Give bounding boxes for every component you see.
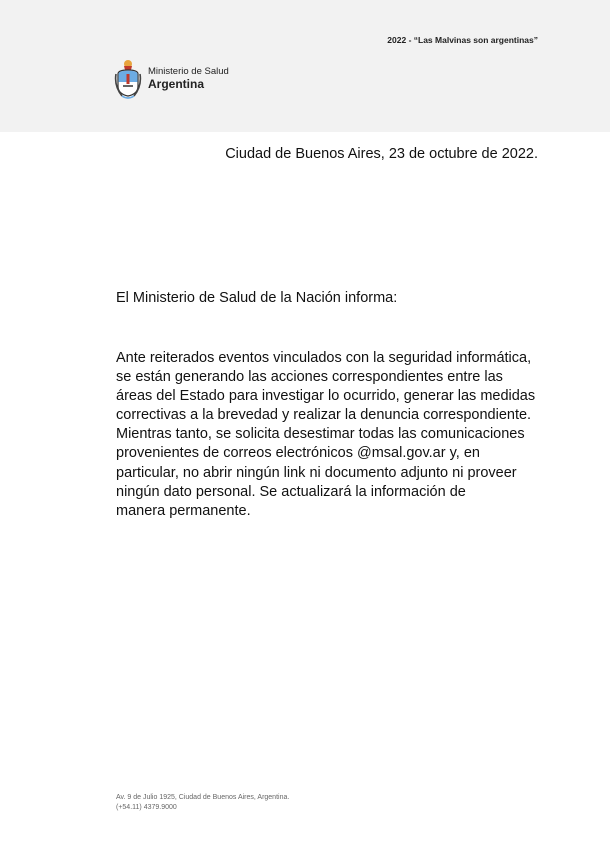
page-footer <box>116 793 289 813</box>
body-line: correctivas a la brevedad y realizar la denuncia correspondiente. <box>116 407 532 424</box>
footer-address: Av. 9 de Julio 1925, Ciudad de Buenos Aires, Argentina. <box>116 794 290 801</box>
letter-body <box>116 349 540 521</box>
body-line: manera permanente. <box>116 502 251 519</box>
header-motto: 2022 - “Las Malvinas son argentinas” <box>387 35 538 45</box>
country-name: Argentina <box>148 77 205 92</box>
body-line: Ante reiterados eventos vinculados con la seguridad informática, <box>116 350 532 366</box>
page-header <box>0 0 610 132</box>
letter-intro: El Ministerio de Salud de la Nación informa: <box>116 290 398 306</box>
footer-phone: (+54.11) 4379.9000 <box>116 804 177 811</box>
letter-date: Ciudad de Buenos Aires, 23 de octubre de 2022. <box>225 146 538 162</box>
body-line: se están generando las acciones correspondientes entre las <box>116 369 503 386</box>
body-line: provenientes de correos electrónicos @msal.gov.ar y, en <box>116 445 480 462</box>
coat-of-arms-icon <box>114 58 142 100</box>
body-line: áreas del Estado para investigar lo ocurrido, generar las medidas <box>116 388 536 405</box>
body-line: ningún dato personal. Se actualizará la información de <box>116 483 466 500</box>
ministry-name: Ministerio de Salud <box>148 65 229 77</box>
body-line: particular, no abrir ningún link ni documento adjunto ni proveer <box>116 464 517 481</box>
body-line: Mientras tanto, se solicita desestimar todas las comunicaciones <box>116 426 525 443</box>
ministry-logo <box>114 58 229 100</box>
